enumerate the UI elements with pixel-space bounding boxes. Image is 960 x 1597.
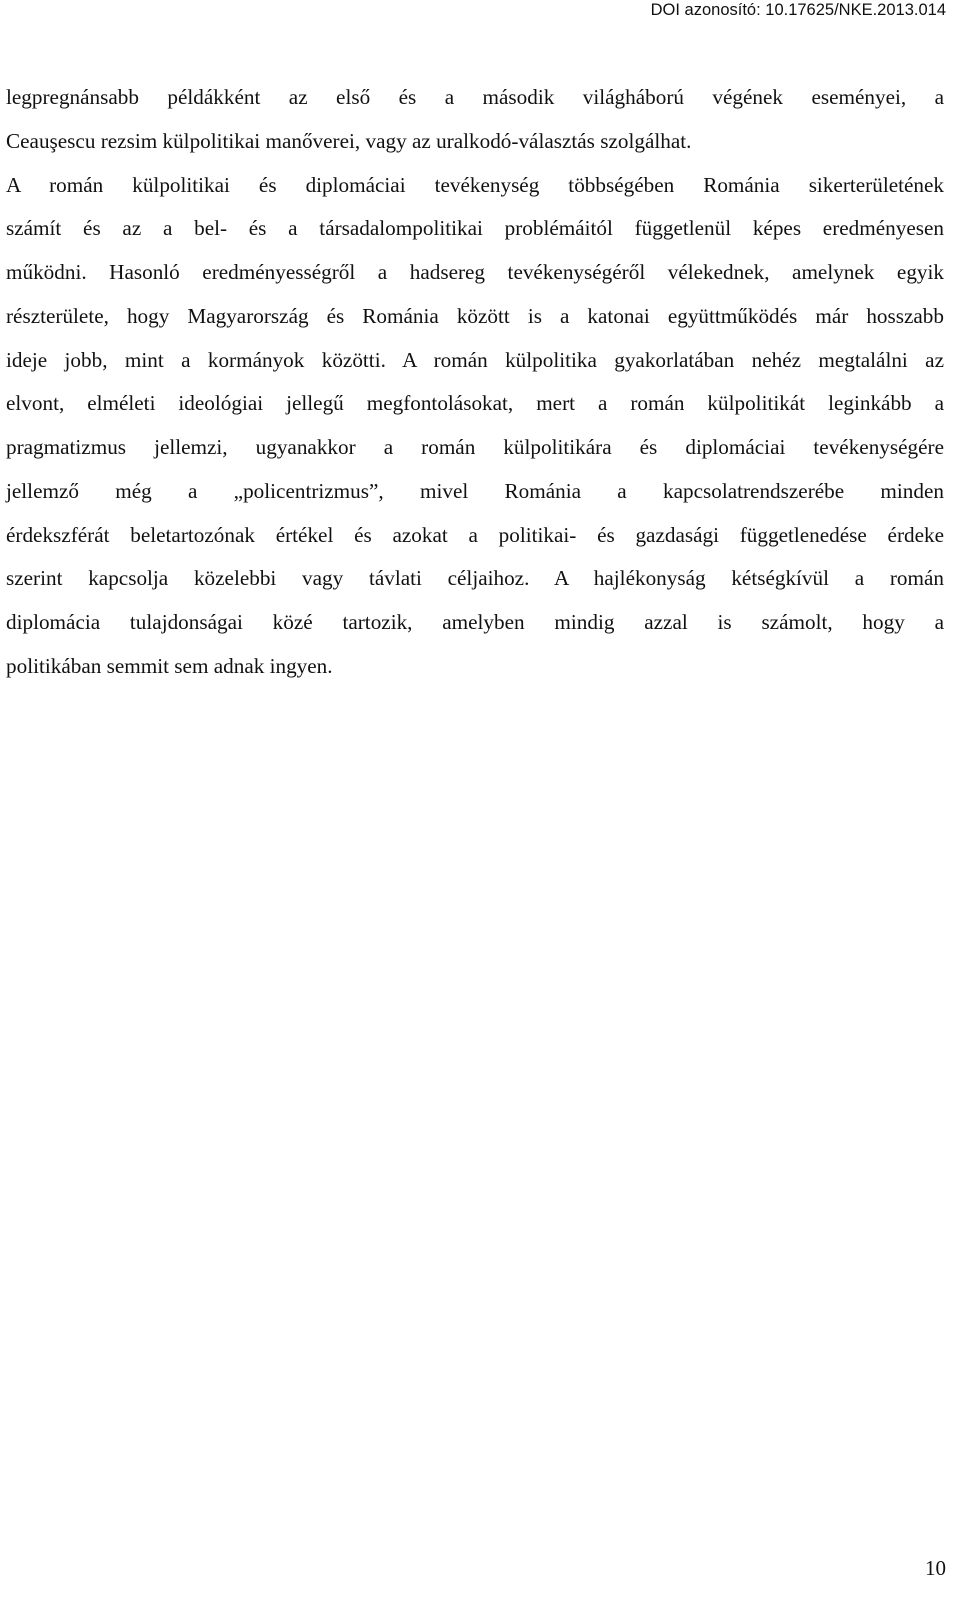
- text-line: jellemző még a „policentrizmus”, mivel Románia a kapcsolatrendszerébe minden: [6, 478, 944, 503]
- text-line: legpregnánsabb példákként az első és a második világháború végének eseményei, a: [6, 85, 944, 109]
- text-line: szerint kapcsolja közelebbi vagy távlati céljaihoz. A hajlékonyság kétségkívül a román: [6, 566, 944, 591]
- text-line: számít és az a bel- és a társadalompolitikai problémáitól függetlenül képes eredményesen: [6, 216, 944, 241]
- text-line: politikában semmit sem adnak ingyen.: [6, 653, 333, 678]
- text-line: A román külpolitikai és diplomáciai tevékenység többségében Románia sikerterületének: [6, 172, 944, 197]
- text-line: elvont, elméleti ideológiai jellegű megfontolásokat, mert a román külpolitikát leginkább a: [6, 391, 944, 416]
- text-line: részterülete, hogy Magyarország és Románia között is a katonai együttműködés már hosszabb: [6, 303, 944, 328]
- doi-header: DOI azonosító: 10.17625/NKE.2013.014: [650, 1, 946, 19]
- text-line: ideje jobb, mint a kormányok közötti. A román külpolitika gyakorlatában nehéz megtalálni az: [6, 347, 944, 372]
- text-line: működni. Hasonló eredményességről a hadsereg tevékenységéről vélekednek, amelynek egyik: [6, 260, 944, 284]
- text-line: diplomácia tulajdonságai közé tartozik, amelyben mindig azzal is számolt, hogy a: [6, 610, 944, 634]
- text-line: Ceauşescu rezsim külpolitikai manőverei, vagy az uralkodó-választás szolgálhat.: [6, 128, 692, 153]
- text-line: érdekszférát beletartozónak értékel és azokat a politikai- és gazdasági függetlenedése érdeke: [6, 522, 944, 547]
- body-text: [6, 76, 944, 689]
- text-line: pragmatizmus jellemzi, ugyanakkor a román külpolitikára és diplomáciai tevékenységére: [6, 435, 944, 459]
- page-number: 10: [925, 1556, 946, 1580]
